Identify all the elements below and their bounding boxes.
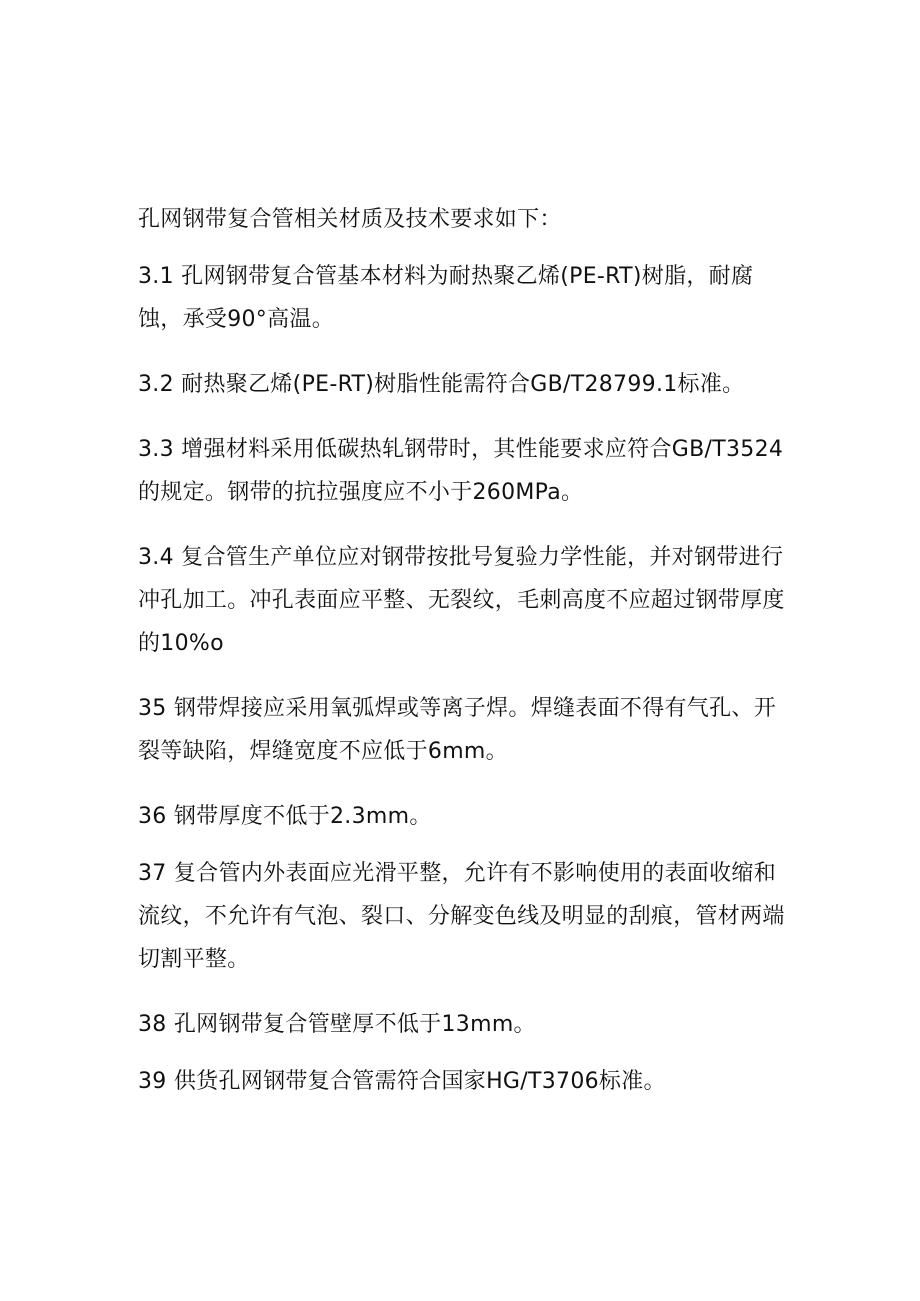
item-3-1: 3.1 孔网钢带复合管基本材料为耐热聚乙烯(PE-RT)树脂，耐腐蚀，承受90°高温。 — [138, 264, 754, 332]
item-3-6: 36 钢带厚度不低于2.3mm。 — [138, 804, 432, 829]
item-3-8: 38 孔网钢带复合管壁厚不低于13mm。 — [138, 1012, 536, 1037]
item-3-7: 37 复合管内外表面应光滑平整，允许有不影响使用的表面收缩和流纹，不允许有气泡、裂口、分解变色线及明显的刮痕，管材两端切割平整。 — [138, 861, 785, 972]
item-3-5: 35 钢带焊接应采用氧弧焊或等离子焊。焊缝表面不得有气孔、开裂等缺陷，焊缝宽度不应低于6mm。 — [138, 696, 776, 764]
intro-paragraph: 孔网钢带复合管相关材质及技术要求如下： — [138, 207, 562, 232]
item-3-9: 39 供货孔网钢带复合管需符合国家HG/T3706标准。 — [138, 1069, 666, 1094]
item-3-4: 3.4 复合管生产单位应对钢带按批号复验力学性能，并对钢带进行冲孔加工。冲孔表面应平整、无裂纹，毛刺高度不应超过钢带厚度的10%o — [138, 545, 785, 656]
document-body — [138, 198, 788, 1125]
item-3-2: 3.2 耐热聚乙烯(PE-RT)树脂性能需符合GB/T28799.1标准。 — [138, 372, 745, 397]
item-3-3: 3.3 增强材料采用低碳热轧钢带时，其性能要求应符合GB/T3524的规定。钢带的抗拉强度应不小于260MPa。 — [138, 437, 784, 505]
